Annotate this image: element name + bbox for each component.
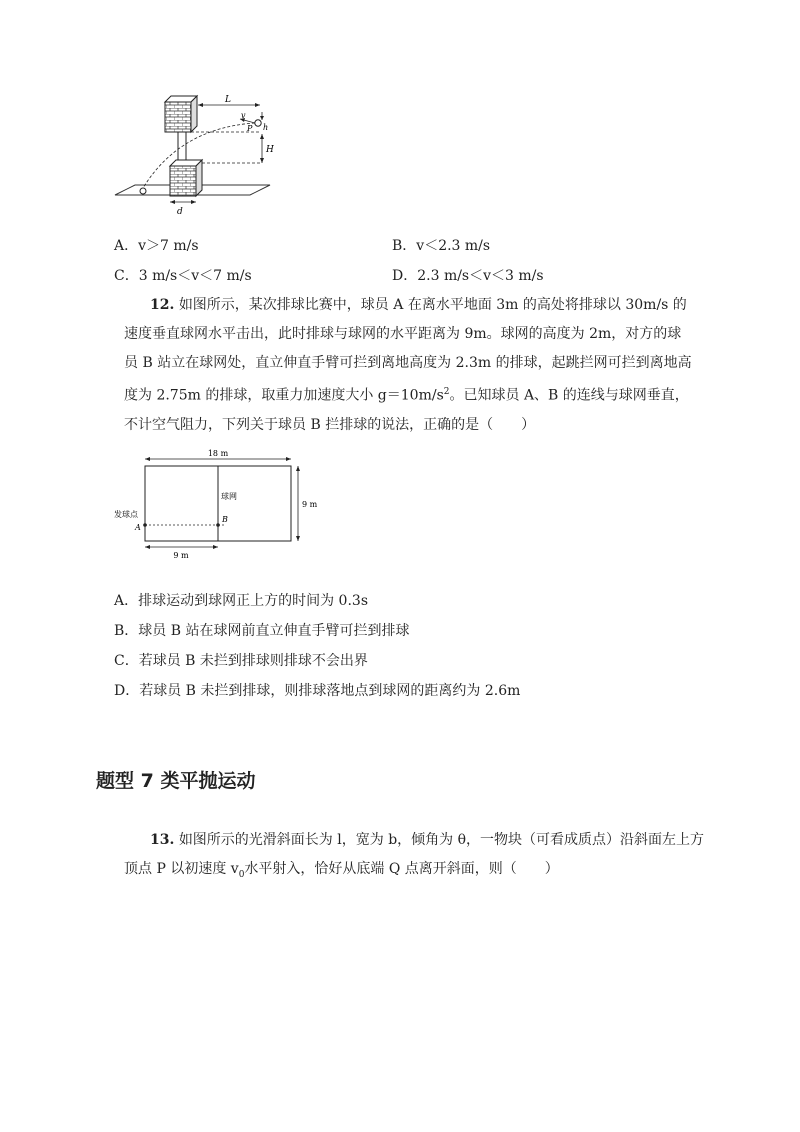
q11-option-d: D．2.3 m/s＜v＜3 m/s	[392, 268, 544, 284]
label-H: H	[266, 145, 274, 155]
label-d: d	[177, 207, 183, 217]
q13-stem	[124, 826, 716, 890]
label-h: h	[263, 123, 269, 132]
label-a: A	[135, 523, 141, 532]
serve-label: 发球点	[114, 510, 138, 519]
q13-text-part1: 如图所示的光滑斜面长为 l，宽为 b，倾角为 θ，一物块（可看成质点）沿斜面左上方顶点 P 以初速度 v	[124, 832, 705, 877]
label-b: B	[222, 515, 228, 524]
q12-text-part2: 。已知球员 A、B 的连线与球网垂直，不计空气阻力，下列关于球员 B 拦排球的说法，正确的是（ ）	[124, 387, 689, 433]
dim-right: 9 m	[302, 500, 318, 509]
volleyball-court-figure	[110, 446, 330, 562]
upper-wall	[165, 102, 191, 132]
dim-top: 18 m	[207, 449, 229, 458]
q12-option-a: A．排球运动到球网正上方的时间为 0.3s	[114, 593, 369, 609]
dim-bottom: 9 m	[173, 551, 189, 560]
q11-option-c: C．3 m/s＜v＜7 m/s	[114, 268, 252, 284]
q12-text-part1: 如图所示，某次排球比赛中，球员 A 在离水平地面 3m 的高处将排球以 30m/s 的速度垂直球网水平击出，此时排球与球网的水平距离为 9m。球网的高度为 2m，对方的球员 B 站立在球网处，直立伸直手臂可拦到离地高度为 2.3m 的排球，起跳拦网可拦到离地高度为 2.75m 的排球，取重力加速度大小 g＝10m/s	[124, 297, 692, 404]
net-label: 球网	[221, 492, 237, 501]
q13-text-part2: 水平射入，恰好从底端 Q 点离开斜面，则（ ）	[244, 861, 559, 877]
q12-option-b: B．球员 B 站在球网前直立伸直手臂可拦到排球	[114, 623, 410, 639]
q13-number: 13.	[150, 832, 175, 848]
lower-wall	[170, 166, 196, 196]
q12-option-d: D．若球员 B 未拦到排球，则排球落地点到球网的距离约为 2.6m	[114, 683, 521, 699]
q13-subscript: 0	[238, 869, 245, 880]
q11-option-a: A．v＞7 m/s	[114, 238, 199, 254]
point-a	[143, 523, 147, 527]
q11-option-b: B．v＜2.3 m/s	[392, 238, 491, 254]
q12-number: 12.	[150, 297, 175, 313]
label-L: L	[225, 95, 231, 105]
projectile-tower-figure	[110, 90, 280, 225]
q12-stem	[124, 291, 692, 440]
label-P: P	[247, 124, 253, 133]
ball	[255, 120, 261, 126]
label-v: v	[241, 111, 246, 120]
q12-option-c: C．若球员 B 未拦到排球则排球不会出界	[114, 653, 368, 669]
q12-superscript: 2	[443, 387, 450, 397]
point-b	[216, 523, 220, 527]
section-title: 题型 7 类平抛运动	[96, 770, 256, 792]
